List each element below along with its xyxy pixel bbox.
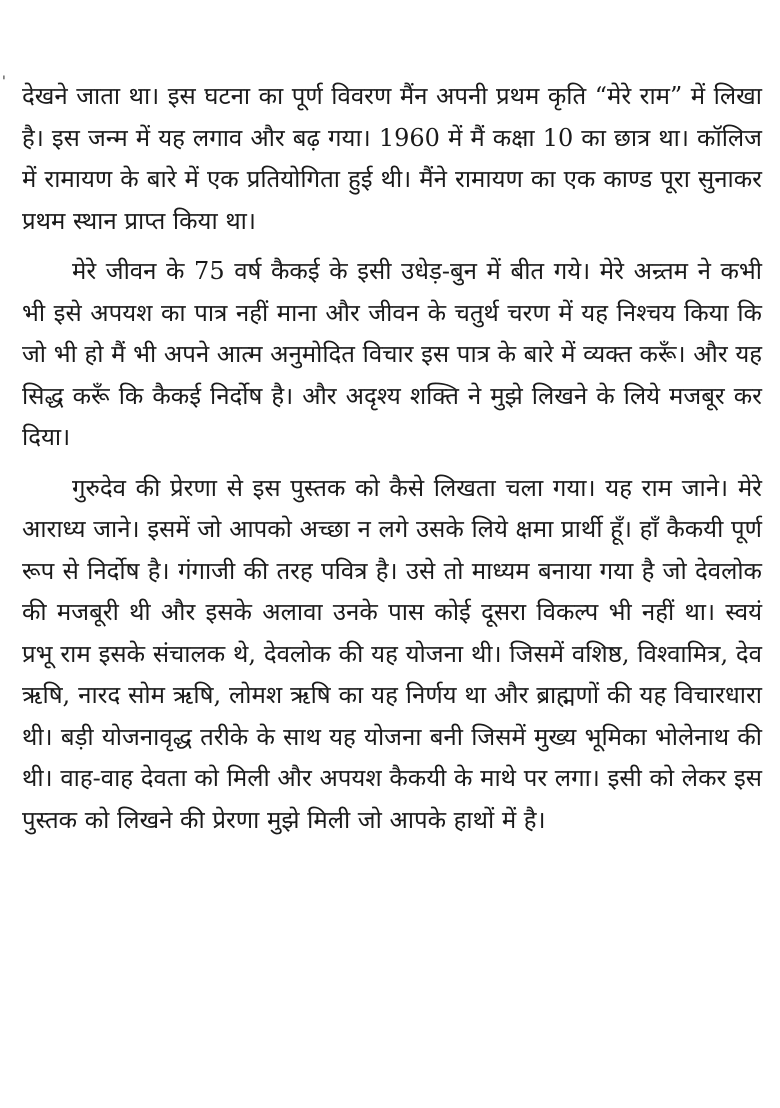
paragraph-3: गुरुदेव की प्रेरणा से इस पुस्तक को कैसे लिखता चला गया। यह राम जाने। मेरे आराध्य जाने। इसमें जो आपको अच्छा न लगे उसके लिये क्षमा प्रार्थी हूँ। हाँ कैकयी पूर्ण रूप से निर्दोष है। गंगाजी की तरह पवित्र है। उसे तो माध्यम बनाया गया है जो देवलोक की मजबूरी थी और इसके अलावा उनके पास कोई दूसरा विकल्प भी नहीं था। स्वयं प्रभू राम इसके संचालक थे, देवलोक की यह योजना थी। जिसमें वशिष्ठ, विश्वामित्र, देव ऋषि, नारद सोम ऋषि, लोमश ऋषि का यह निर्णय था और ब्राह्मणों की यह विचारधारा थी। बड़ी योजनावृद्ध तरीके के साथ यह योजना बनी जिसमें मुख्य भूमिका भोलेनाथ की थी। वाह-वाह देवता को मिली और अपयश कैकयी के माथे पर लगा। इसी को लेकर इस पुस्तक को लिखने की प्रेरणा मुझे मिली जो आपके हाथों में है। [22, 473, 762, 834]
paragraph-1: देखने जाता था। इस घटना का पूर्ण विवरण मैंन अपनी प्रथम कृति “मेरे राम” में लिखा है। इस जन्म में यह लगाव और बढ़ गया। 1960 में मैं कक्षा 10 का छात्र था। कॉलिज में रामायण के बारे में एक प्रतियोगिता हुई थी। मैंने रामायण का एक काण्ड पूरा सुनाकर प्रथम स्थान प्राप्त किया था। [22, 82, 762, 235]
margin-mark: ' [2, 74, 6, 90]
paragraph-2: मेरे जीवन के 75 वर्ष कैकई के इसी उधेड़-बुन में बीत गये। मेरे अन्र्तम ने कभी भी इसे अपयश का पात्र नहीं माना और जीवन के चतुर्थ चरण में यह निश्चय किया कि जो भी हो मैं भी अपने आत्म अनुमोदित विचार इस पात्र के बारे में व्यक्त करूँ। और यह सिद्ध करूँ कि कैकई निर्दोष है। और अदृश्य शक्ति ने मुझे लिखने के लिये मजबूर कर दिया। [22, 257, 762, 451]
